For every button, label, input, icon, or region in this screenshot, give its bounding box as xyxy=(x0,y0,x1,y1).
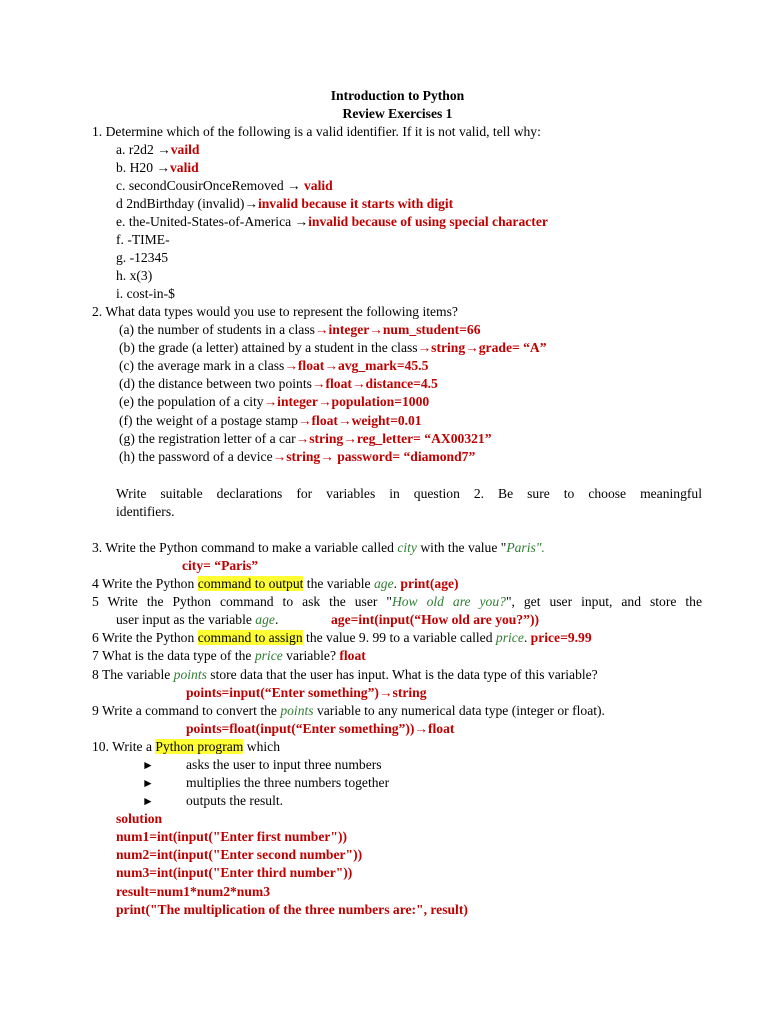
q5-line1: 5 Write the Python command to ask the user "How old are you?", get user input, and store the xyxy=(92,594,702,609)
arrow-icon: → xyxy=(369,322,383,337)
q9-answer: points=float(input(“Enter something”))→float xyxy=(186,721,455,736)
arrow-icon: → xyxy=(343,431,357,446)
q1-item-b: b. H20 →valid xyxy=(116,160,199,175)
q7-line: 7 What is the data type of the price variable? float xyxy=(92,648,366,663)
document-title: Introduction to Python xyxy=(330,88,465,103)
bullet-icon: ► xyxy=(142,758,154,772)
arrow-icon: → xyxy=(156,160,170,175)
solution-line: num1=int(input("Enter first number")) xyxy=(116,829,348,844)
q1-item-f: f. -TIME- xyxy=(116,232,170,247)
q1-item-d: d 2ndBirthday (invalid)→invalid because it starts with digit xyxy=(116,196,454,211)
q6-answer: price=9.99 xyxy=(530,630,592,645)
arrow-icon: → xyxy=(263,394,278,409)
arrow-icon: → xyxy=(311,376,326,391)
arrow-icon: → xyxy=(417,340,432,355)
q1-item-e: e. the-United-States-of-America →invalid because of using special character xyxy=(116,214,548,229)
q6-line: 6 Write the Python command to assign the value 9. 99 to a variable called price. price=9.99 xyxy=(92,630,592,645)
q1-item-h: h. x(3) xyxy=(116,268,153,283)
q10-bullet-2: multiplies the three numbers together xyxy=(186,775,390,790)
bullet-icon: ► xyxy=(142,794,154,808)
q2-prompt: 2. What data types would you use to represent the following items? xyxy=(92,304,458,319)
q2-item-b: (b) the grade (a letter) attained by a student in the class→string→grade= “A” xyxy=(119,340,547,355)
q2-item-h: (h) the password of a device→string→ password= “diamond7” xyxy=(119,449,476,464)
q10-bullet-1: asks the user to input three numbers xyxy=(186,757,382,772)
arrow-icon: → xyxy=(378,685,393,700)
q7-answer: float xyxy=(339,648,366,663)
q10-line: 10. Write a Python program which xyxy=(92,739,280,754)
q3-prompt: 3. Write the Python command to make a variable called city with the value "Paris". xyxy=(92,540,545,555)
q2-item-e: (e) the population of a city→integer→population=1000 xyxy=(119,394,430,409)
q2-item-g: (g) the registration letter of a car→string→reg_letter= “AX00321” xyxy=(119,431,492,446)
q5-answer: age=int(input(“How old are you?”)) xyxy=(331,612,540,627)
bullet-icon: ► xyxy=(142,776,154,790)
q3-answer: city= “Paris” xyxy=(182,558,259,573)
solution-line: result=num1*num2*num3 xyxy=(116,884,271,899)
q4-line: 4 Write the Python command to output the variable age. print(age) xyxy=(92,576,459,591)
q1-item-i: i. cost-in-$ xyxy=(116,286,175,301)
q1-item-c: c. secondCousirOnceRemoved → valid xyxy=(116,178,333,193)
q1-item-a: a. r2d2 →vaild xyxy=(116,142,200,157)
solution-line: print("The multiplication of the three numbers are:", result) xyxy=(116,902,468,917)
arrow-icon: → xyxy=(284,358,298,373)
arrow-icon: → xyxy=(157,142,171,157)
q2-item-d: (d) the distance between two points→float→distance=4.5 xyxy=(119,376,438,391)
solution-line: num3=int(input("Enter third number")) xyxy=(116,865,353,880)
q8-answer: points=input(“Enter something”)→string xyxy=(186,685,427,700)
document-subtitle: Review Exercises 1 xyxy=(342,106,453,121)
arrow-icon: → xyxy=(320,449,334,464)
q4-answer: print(age) xyxy=(400,576,459,591)
highlight: Python program xyxy=(155,739,244,754)
highlight: command to output xyxy=(197,576,304,591)
arrow-icon: → xyxy=(272,449,287,464)
arrow-icon: → xyxy=(295,431,310,446)
solution-line: num2=int(input("Enter second number")) xyxy=(116,847,363,862)
q10-bullet-3: outputs the result. xyxy=(186,793,284,808)
q9-line: 9 Write a command to convert the points variable to any numerical data type (integer or float). xyxy=(92,703,605,718)
arrow-icon: → xyxy=(324,358,338,373)
arrow-icon: → xyxy=(351,376,366,391)
arrow-icon: → xyxy=(294,214,309,229)
q8-line: 8 The variable points store data that the user has input. What is the data type of this variable? xyxy=(92,667,598,682)
q2-note-line1: Write suitable declarations for variables in question 2. Be sure to choose meaningful xyxy=(116,486,702,501)
arrow-icon: → xyxy=(244,196,258,211)
arrow-icon: → xyxy=(297,413,312,428)
arrow-icon: → xyxy=(414,721,428,736)
q2-item-f: (f) the weight of a postage stamp→float→weight=0.01 xyxy=(119,413,422,428)
arrow-icon: → xyxy=(465,340,479,355)
arrow-icon: → xyxy=(314,322,329,337)
highlight: command to assign xyxy=(197,630,303,645)
arrow-icon: → xyxy=(317,394,332,409)
solution-heading: solution xyxy=(116,811,163,826)
q1-item-g: g. -12345 xyxy=(116,250,169,265)
arrow-icon: → xyxy=(337,413,352,428)
q5-line2: user input as the variable age. xyxy=(116,612,279,627)
arrow-icon: → xyxy=(287,178,301,193)
q2-item-c: (c) the average mark in a class→float→avg_mark=45.5 xyxy=(119,358,429,373)
q1-prompt: 1. Determine which of the following is a valid identifier. If it is not valid, tell why: xyxy=(92,124,541,139)
q2-item-a: (a) the number of students in a class→integer→num_student=66 xyxy=(119,322,481,337)
q2-note-line2: identifiers. xyxy=(116,504,175,519)
